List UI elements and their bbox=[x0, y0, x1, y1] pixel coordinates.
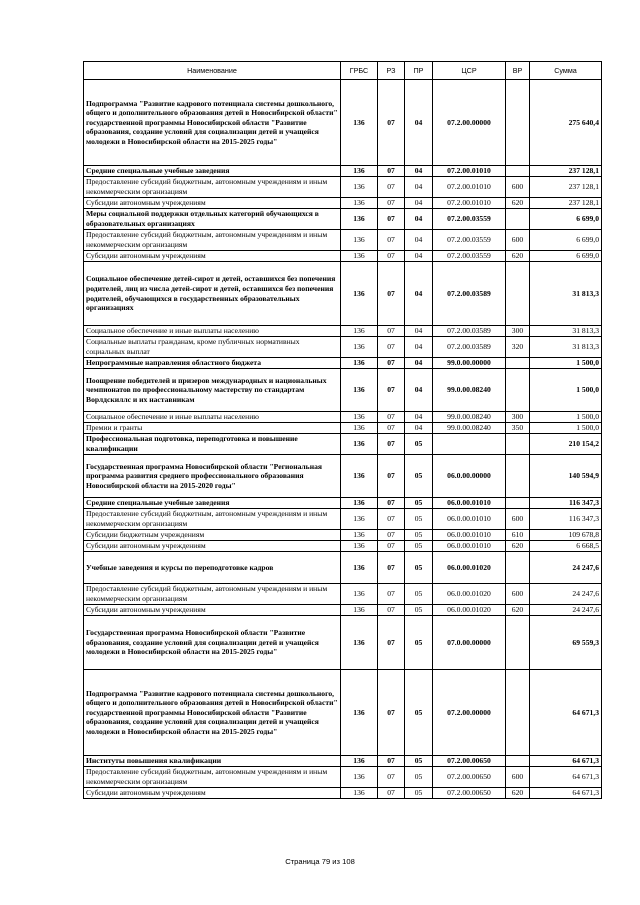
cell-csr: 06.0.00.01020 bbox=[433, 584, 506, 605]
cell-csr: 06.0.00.01020 bbox=[433, 605, 506, 616]
cell-name: Премии и гранты bbox=[84, 423, 341, 434]
cell-name: Субсидии автономным учреждениям bbox=[84, 541, 341, 552]
cell-sum: 237 128,1 bbox=[530, 198, 602, 209]
cell-rz: 07 bbox=[378, 584, 405, 605]
cell-pr: 05 bbox=[405, 788, 433, 799]
cell-vr bbox=[506, 262, 530, 326]
cell-sum: 64 671,3 bbox=[530, 670, 602, 756]
cell-pr: 04 bbox=[405, 412, 433, 423]
cell-csr: 07.2.00.00650 bbox=[433, 788, 506, 799]
cell-pr: 05 bbox=[405, 541, 433, 552]
cell-vr: 600 bbox=[506, 584, 530, 605]
cell-sum: 24 247,6 bbox=[530, 584, 602, 605]
table-row bbox=[84, 177, 602, 198]
cell-name: Поощрение победителей и призеров международных и национальных чемпионатов по профессиональному мастерству по стандартам Ворлдскиллс и их наставникам bbox=[84, 369, 341, 412]
cell-pr: 05 bbox=[405, 552, 433, 584]
header-vr: ВР bbox=[506, 62, 530, 80]
cell-vr bbox=[506, 369, 530, 412]
cell-csr: 99.0.00.00000 bbox=[433, 358, 506, 369]
cell-vr: 620 bbox=[506, 605, 530, 616]
cell-name: Предоставление субсидий бюджетным, автономным учреждениям и иным некоммерческим организациям bbox=[84, 584, 341, 605]
table-row bbox=[84, 198, 602, 209]
cell-grbs: 136 bbox=[341, 177, 378, 198]
cell-grbs: 136 bbox=[341, 530, 378, 541]
cell-pr: 05 bbox=[405, 767, 433, 788]
table-row bbox=[84, 251, 602, 262]
cell-name: Субсидии автономным учреждениям bbox=[84, 605, 341, 616]
table-row bbox=[84, 369, 602, 412]
cell-rz: 07 bbox=[378, 230, 405, 251]
cell-grbs: 136 bbox=[341, 616, 378, 670]
cell-grbs: 136 bbox=[341, 541, 378, 552]
cell-csr: 07.2.00.00000 bbox=[433, 80, 506, 166]
table-row bbox=[84, 541, 602, 552]
cell-sum: 64 671,3 bbox=[530, 767, 602, 788]
cell-csr: 99.0.00.08240 bbox=[433, 369, 506, 412]
cell-name: Средние специальные учебные заведения bbox=[84, 498, 341, 509]
cell-rz: 07 bbox=[378, 262, 405, 326]
cell-sum: 275 640,4 bbox=[530, 80, 602, 166]
cell-grbs: 136 bbox=[341, 326, 378, 337]
cell-pr: 05 bbox=[405, 670, 433, 756]
cell-pr: 04 bbox=[405, 198, 433, 209]
cell-rz: 07 bbox=[378, 756, 405, 767]
cell-vr bbox=[506, 358, 530, 369]
cell-name: Профессиональная подготовка, переподготовка и повышение квалификации bbox=[84, 434, 341, 455]
table-row bbox=[84, 605, 602, 616]
cell-grbs: 136 bbox=[341, 455, 378, 498]
cell-grbs: 136 bbox=[341, 767, 378, 788]
header-grbs: ГРБС bbox=[341, 62, 378, 80]
cell-name: Подпрограмма "Развитие кадрового потенциала системы дошкольного, общего и дополнительного образования детей в Новосибирской области" государственной программы Новосибирской области "Развитие образования, создание условий для социализации детей и учащейся молодежи в Новосибирской области на 2015-2025 годы" bbox=[84, 80, 341, 166]
cell-grbs: 136 bbox=[341, 509, 378, 530]
cell-grbs: 136 bbox=[341, 80, 378, 166]
cell-pr: 04 bbox=[405, 337, 433, 358]
cell-sum: 31 813,3 bbox=[530, 262, 602, 326]
cell-grbs: 136 bbox=[341, 262, 378, 326]
cell-rz: 07 bbox=[378, 326, 405, 337]
page-number: Страница 79 из 108 bbox=[285, 857, 355, 866]
cell-rz: 07 bbox=[378, 670, 405, 756]
cell-rz: 07 bbox=[378, 530, 405, 541]
cell-grbs: 136 bbox=[341, 369, 378, 412]
cell-csr: 99.0.00.08240 bbox=[433, 412, 506, 423]
cell-grbs: 136 bbox=[341, 358, 378, 369]
cell-csr: 06.0.00.01010 bbox=[433, 509, 506, 530]
cell-vr: 600 bbox=[506, 767, 530, 788]
cell-name: Социальные выплаты гражданам, кроме публичных нормативных социальных выплат bbox=[84, 337, 341, 358]
cell-vr: 620 bbox=[506, 198, 530, 209]
cell-csr: 07.2.00.01010 bbox=[433, 198, 506, 209]
cell-sum: 1 500,0 bbox=[530, 412, 602, 423]
cell-pr: 04 bbox=[405, 251, 433, 262]
cell-rz: 07 bbox=[378, 455, 405, 498]
table-row bbox=[84, 455, 602, 498]
cell-grbs: 136 bbox=[341, 498, 378, 509]
cell-name: Подпрограмма "Развитие кадрового потенциала системы дошкольного, общего и дополнительного образования детей в Новосибирской области" государственной программы Новосибирской области "Развитие образования, создание условий для социализации детей и учащейся молодежи в Новосибирской области на 2015-2025 годы" bbox=[84, 670, 341, 756]
cell-pr: 05 bbox=[405, 498, 433, 509]
cell-pr: 05 bbox=[405, 530, 433, 541]
cell-grbs: 136 bbox=[341, 412, 378, 423]
cell-vr: 320 bbox=[506, 337, 530, 358]
table-row bbox=[84, 584, 602, 605]
cell-name: Субсидии бюджетным учреждениям bbox=[84, 530, 341, 541]
cell-pr: 05 bbox=[405, 605, 433, 616]
header-rz: РЗ bbox=[378, 62, 405, 80]
cell-sum: 31 813,3 bbox=[530, 326, 602, 337]
cell-pr: 05 bbox=[405, 756, 433, 767]
cell-sum: 24 247,6 bbox=[530, 605, 602, 616]
cell-name: Субсидии автономным учреждениям bbox=[84, 198, 341, 209]
cell-csr: 99.0.00.08240 bbox=[433, 423, 506, 434]
cell-sum: 140 594,9 bbox=[530, 455, 602, 498]
cell-vr bbox=[506, 552, 530, 584]
table-row bbox=[84, 788, 602, 799]
cell-grbs: 136 bbox=[341, 209, 378, 230]
cell-grbs: 136 bbox=[341, 166, 378, 177]
cell-sum: 6 699,0 bbox=[530, 230, 602, 251]
cell-pr: 05 bbox=[405, 584, 433, 605]
cell-name: Учебные заведения и курсы по переподготовке кадров bbox=[84, 552, 341, 584]
cell-vr: 600 bbox=[506, 230, 530, 251]
table-row bbox=[84, 326, 602, 337]
cell-csr: 06.0.00.01010 bbox=[433, 498, 506, 509]
table-row bbox=[84, 552, 602, 584]
cell-rz: 07 bbox=[378, 616, 405, 670]
table-row bbox=[84, 670, 602, 756]
cell-vr: 610 bbox=[506, 530, 530, 541]
cell-vr: 620 bbox=[506, 251, 530, 262]
cell-name: Субсидии автономным учреждениям bbox=[84, 788, 341, 799]
cell-name: Государственная программа Новосибирской области "Развитие образования, создание условий для социализации детей и учащейся молодежи в Новосибирской области на 2015-2025 годы" bbox=[84, 616, 341, 670]
cell-name: Социальное обеспечение и иные выплаты населению bbox=[84, 412, 341, 423]
cell-grbs: 136 bbox=[341, 756, 378, 767]
cell-sum: 210 154,2 bbox=[530, 434, 602, 455]
cell-vr bbox=[506, 756, 530, 767]
cell-rz: 07 bbox=[378, 541, 405, 552]
cell-rz: 07 bbox=[378, 177, 405, 198]
budget-table bbox=[83, 61, 602, 799]
table-row bbox=[84, 767, 602, 788]
cell-csr: 07.2.00.01010 bbox=[433, 177, 506, 198]
table-row bbox=[84, 434, 602, 455]
cell-grbs: 136 bbox=[341, 423, 378, 434]
cell-csr: 06.0.00.01010 bbox=[433, 541, 506, 552]
cell-name: Предоставление субсидий бюджетным, автономным учреждениям и иным некоммерческим организациям bbox=[84, 230, 341, 251]
cell-vr bbox=[506, 455, 530, 498]
cell-name: Государственная программа Новосибирской области "Региональная программа развития среднего профессионального образования Новосибирской области на 2015-2020 годы" bbox=[84, 455, 341, 498]
cell-rz: 07 bbox=[378, 337, 405, 358]
cell-pr: 04 bbox=[405, 177, 433, 198]
cell-vr: 350 bbox=[506, 423, 530, 434]
cell-name: Предоставление субсидий бюджетным, автономным учреждениям и иным некоммерческим организациям bbox=[84, 177, 341, 198]
table-row bbox=[84, 80, 602, 166]
cell-vr: 300 bbox=[506, 326, 530, 337]
cell-pr: 05 bbox=[405, 509, 433, 530]
cell-pr: 04 bbox=[405, 166, 433, 177]
cell-pr: 04 bbox=[405, 326, 433, 337]
table-row bbox=[84, 262, 602, 326]
cell-sum: 31 813,3 bbox=[530, 337, 602, 358]
table-row bbox=[84, 358, 602, 369]
cell-csr: 07.2.00.00000 bbox=[433, 670, 506, 756]
cell-name: Субсидии автономным учреждениям bbox=[84, 251, 341, 262]
cell-csr: 07.0.00.00000 bbox=[433, 616, 506, 670]
cell-rz: 07 bbox=[378, 358, 405, 369]
cell-pr: 04 bbox=[405, 262, 433, 326]
cell-sum: 237 128,1 bbox=[530, 177, 602, 198]
cell-rz: 07 bbox=[378, 369, 405, 412]
cell-csr: 07.2.00.03589 bbox=[433, 262, 506, 326]
cell-rz: 07 bbox=[378, 498, 405, 509]
cell-grbs: 136 bbox=[341, 788, 378, 799]
cell-pr: 04 bbox=[405, 80, 433, 166]
cell-grbs: 136 bbox=[341, 584, 378, 605]
cell-pr: 05 bbox=[405, 434, 433, 455]
table-row bbox=[84, 230, 602, 251]
cell-csr: 07.2.00.00650 bbox=[433, 767, 506, 788]
cell-name: Институты повышения квалификации bbox=[84, 756, 341, 767]
cell-name: Средние специальные учебные заведения bbox=[84, 166, 341, 177]
cell-vr: 600 bbox=[506, 177, 530, 198]
cell-name: Социальное обеспечение и иные выплаты населению bbox=[84, 326, 341, 337]
table-row bbox=[84, 616, 602, 670]
cell-vr: 620 bbox=[506, 541, 530, 552]
cell-grbs: 136 bbox=[341, 337, 378, 358]
table-row bbox=[84, 498, 602, 509]
table-row bbox=[84, 209, 602, 230]
table-row bbox=[84, 756, 602, 767]
header-pr: ПР bbox=[405, 62, 433, 80]
cell-rz: 07 bbox=[378, 434, 405, 455]
cell-csr: 06.0.00.01010 bbox=[433, 530, 506, 541]
cell-sum: 237 128,1 bbox=[530, 166, 602, 177]
cell-csr: 07.2.00.00650 bbox=[433, 756, 506, 767]
cell-csr: 07.2.00.03559 bbox=[433, 209, 506, 230]
cell-name: Предоставление субсидий бюджетным, автономным учреждениям и иным некоммерческим организациям bbox=[84, 509, 341, 530]
cell-sum: 1 500,0 bbox=[530, 423, 602, 434]
cell-sum: 24 247,6 bbox=[530, 552, 602, 584]
cell-csr: 07.2.00.01010 bbox=[433, 166, 506, 177]
cell-grbs: 136 bbox=[341, 434, 378, 455]
cell-sum: 116 347,3 bbox=[530, 509, 602, 530]
cell-sum: 6 668,5 bbox=[530, 541, 602, 552]
cell-grbs: 136 bbox=[341, 251, 378, 262]
cell-sum: 116 347,3 bbox=[530, 498, 602, 509]
cell-sum: 64 671,3 bbox=[530, 788, 602, 799]
cell-vr bbox=[506, 498, 530, 509]
cell-rz: 07 bbox=[378, 209, 405, 230]
cell-name: Непрограммные направления областного бюджета bbox=[84, 358, 341, 369]
table-row bbox=[84, 423, 602, 434]
cell-pr: 04 bbox=[405, 369, 433, 412]
cell-sum: 109 678,8 bbox=[530, 530, 602, 541]
cell-grbs: 136 bbox=[341, 605, 378, 616]
cell-pr: 04 bbox=[405, 209, 433, 230]
cell-rz: 07 bbox=[378, 198, 405, 209]
table-body bbox=[84, 80, 602, 799]
cell-vr bbox=[506, 616, 530, 670]
cell-csr: 07.2.00.03589 bbox=[433, 337, 506, 358]
table-row bbox=[84, 166, 602, 177]
cell-grbs: 136 bbox=[341, 198, 378, 209]
cell-sum: 64 671,3 bbox=[530, 756, 602, 767]
cell-vr: 300 bbox=[506, 412, 530, 423]
cell-vr bbox=[506, 670, 530, 756]
cell-name: Социальное обеспечение детей-сирот и детей, оставшихся без попечения родителей, лиц из числа детей-сирот и детей, оставшихся без попечения родителей, обучающихся в государственных образовательных организациях bbox=[84, 262, 341, 326]
table-row bbox=[84, 509, 602, 530]
cell-grbs: 136 bbox=[341, 230, 378, 251]
cell-vr: 620 bbox=[506, 788, 530, 799]
header-sum: Сумма bbox=[530, 62, 602, 80]
cell-grbs: 136 bbox=[341, 552, 378, 584]
cell-vr bbox=[506, 209, 530, 230]
cell-sum: 1 500,0 bbox=[530, 369, 602, 412]
cell-csr: 07.2.00.03559 bbox=[433, 230, 506, 251]
cell-vr bbox=[506, 434, 530, 455]
cell-pr: 04 bbox=[405, 358, 433, 369]
table-row bbox=[84, 412, 602, 423]
cell-name: Меры социальной поддержки отдельных категорий обучающихся в образовательных организациях bbox=[84, 209, 341, 230]
cell-rz: 07 bbox=[378, 166, 405, 177]
cell-sum: 6 699,0 bbox=[530, 209, 602, 230]
cell-rz: 07 bbox=[378, 251, 405, 262]
header-name: Наименование bbox=[84, 62, 341, 80]
cell-sum: 69 559,3 bbox=[530, 616, 602, 670]
cell-rz: 07 bbox=[378, 509, 405, 530]
cell-sum: 1 500,0 bbox=[530, 358, 602, 369]
cell-vr bbox=[506, 80, 530, 166]
table-header-row bbox=[84, 62, 602, 80]
cell-csr bbox=[433, 434, 506, 455]
cell-rz: 07 bbox=[378, 423, 405, 434]
cell-rz: 07 bbox=[378, 552, 405, 584]
cell-rz: 07 bbox=[378, 412, 405, 423]
cell-rz: 07 bbox=[378, 767, 405, 788]
cell-csr: 06.0.00.00000 bbox=[433, 455, 506, 498]
cell-rz: 07 bbox=[378, 80, 405, 166]
table-row bbox=[84, 337, 602, 358]
cell-vr bbox=[506, 166, 530, 177]
header-csr: ЦСР bbox=[433, 62, 506, 80]
cell-csr: 06.0.00.01020 bbox=[433, 552, 506, 584]
table-row bbox=[84, 530, 602, 541]
cell-csr: 07.2.00.03589 bbox=[433, 326, 506, 337]
cell-pr: 04 bbox=[405, 230, 433, 251]
cell-pr: 05 bbox=[405, 616, 433, 670]
cell-rz: 07 bbox=[378, 605, 405, 616]
cell-vr: 600 bbox=[506, 509, 530, 530]
cell-name: Предоставление субсидий бюджетным, автономным учреждениям и иным некоммерческим организациям bbox=[84, 767, 341, 788]
cell-pr: 05 bbox=[405, 455, 433, 498]
cell-grbs: 136 bbox=[341, 670, 378, 756]
cell-csr: 07.2.00.03559 bbox=[433, 251, 506, 262]
cell-pr: 04 bbox=[405, 423, 433, 434]
cell-sum: 6 699,0 bbox=[530, 251, 602, 262]
cell-rz: 07 bbox=[378, 788, 405, 799]
